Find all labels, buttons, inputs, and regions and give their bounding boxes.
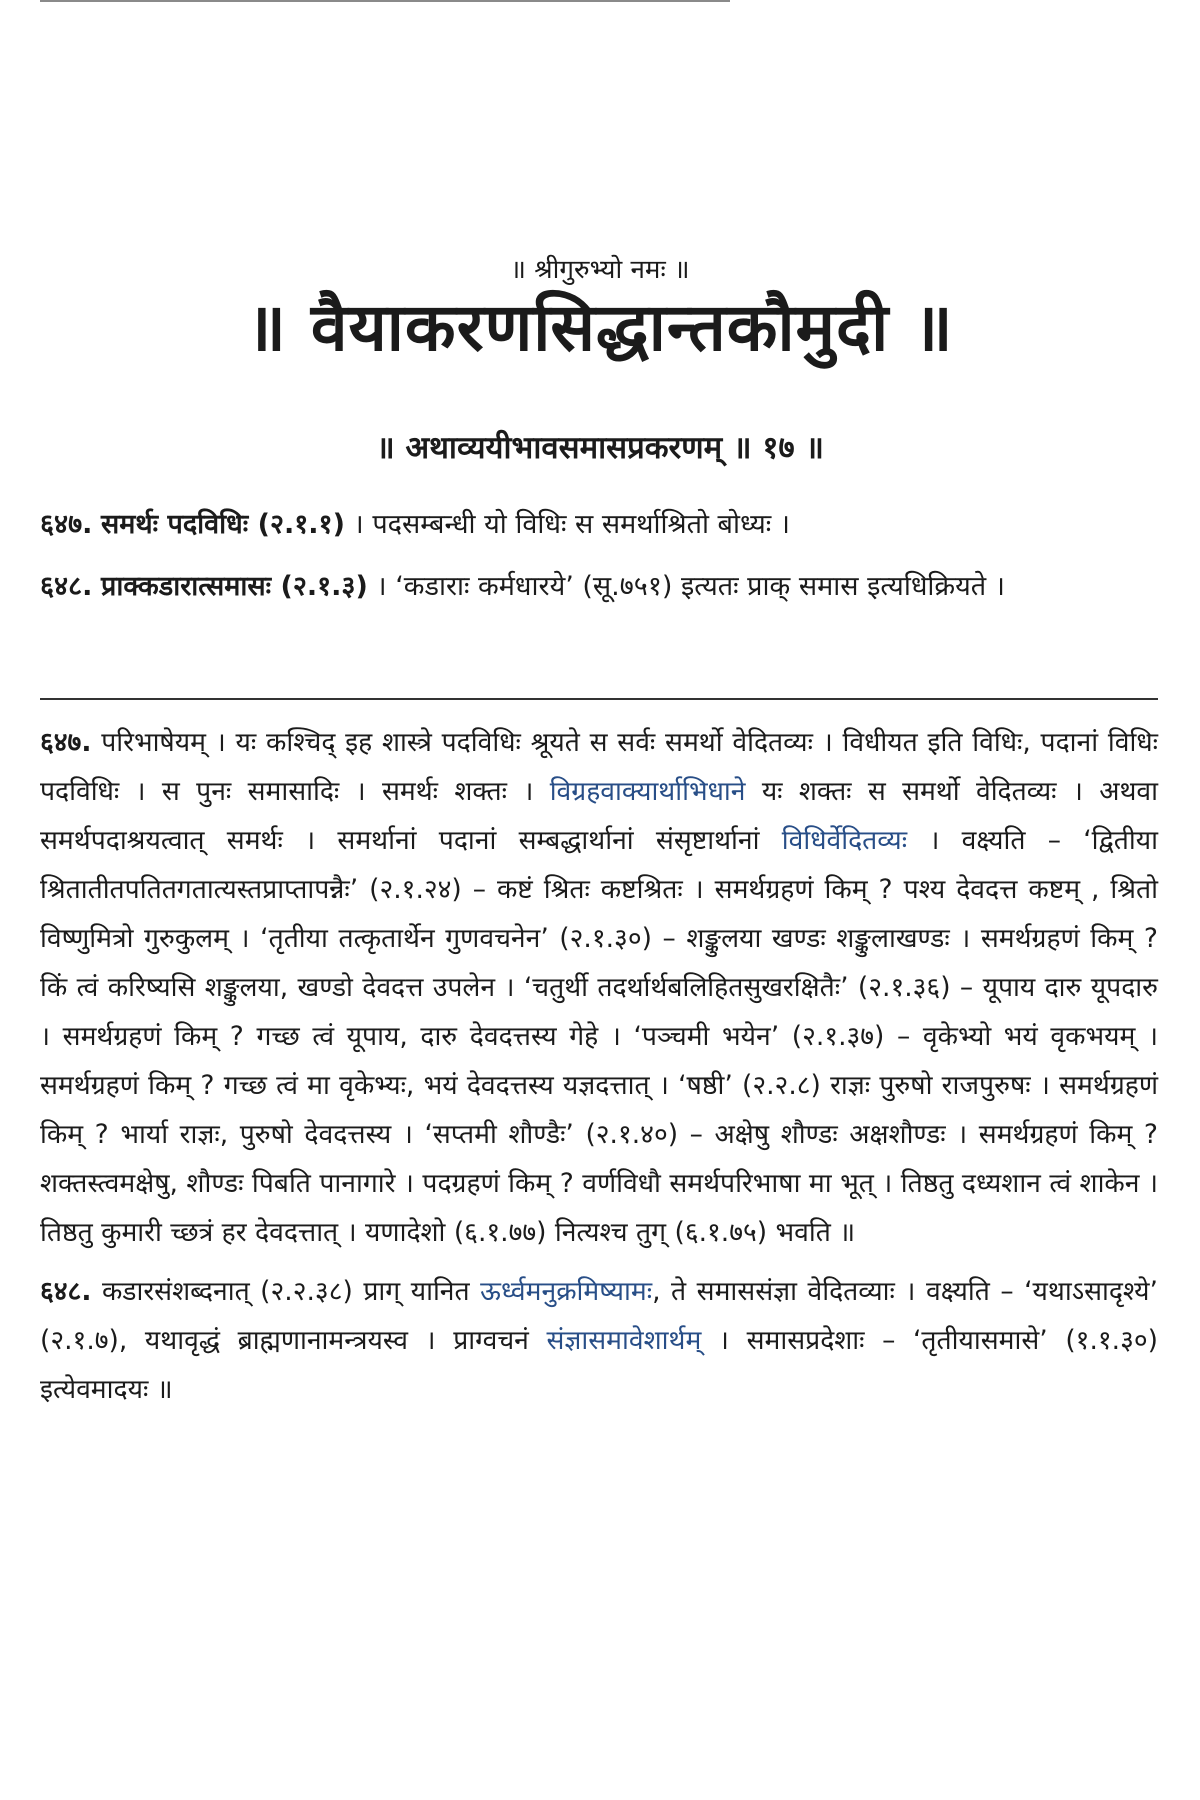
- sutra-gloss: । ‘कडाराः कर्मधारये’ (सू.७५१) इत्यतः प्राक् समास इत्यधिक्रियते ।: [376, 571, 1006, 602]
- sutra-block: [40, 498, 1158, 622]
- highlighted-text: विग्रहवाक्यार्थाभिधाने: [549, 776, 746, 807]
- commentary-text: कडारसंशब्दनात् (२.२.३८) प्राग् यानित: [101, 1276, 470, 1307]
- sutra-title: प्राक्कडारात्समासः (२.१.३): [100, 571, 368, 602]
- commentary-647: [40, 718, 1158, 1257]
- sutra-title: समर्थः पदविधिः (२.१.१): [100, 509, 345, 540]
- sutra-gloss: । पदसम्बन्धी यो विधिः स समर्थाश्रितो बोध्यः ।: [353, 509, 791, 540]
- commentary-648: [40, 1267, 1158, 1414]
- sutra-648: [40, 560, 1158, 613]
- section-divider: [40, 698, 1158, 700]
- page-title: ॥ वैयाकरणसिद्धान्तकौमुदी ॥: [246, 289, 954, 366]
- commentary-text: , ते समाससंज्ञा वेदितव्याः । वक्ष्यति – ‘यथाऽसादृश्ये’ (२.१.७), यथावृद्धं ब्राह्मणानामन्त्रयस्व । प्राग्वचनं: [40, 1276, 1158, 1356]
- sutra-647: [40, 498, 1158, 551]
- commentary-text: । समासप्रदेशाः – ‘तृतीयासमासे’ (१.१.३०) इत्येवमादयः ॥: [40, 1325, 1158, 1405]
- highlighted-text: विधिर्वेदितव्यः: [781, 825, 908, 856]
- commentary-number: ६४८.: [40, 1276, 92, 1307]
- highlighted-text: संज्ञासमावेशार्थम्: [546, 1325, 702, 1356]
- commentary-block: [40, 718, 1158, 1424]
- commentary-text: यः शक्तः स समर्थो वेदितव्यः । अथवा समर्थपदाश्रयत्वात् समर्थः । समर्थानां पदानां सम्बद्धार्थानां संसृष्टार्थानां: [40, 776, 1158, 856]
- top-rule: [40, 0, 730, 2]
- commentary-number: ६४७.: [40, 727, 92, 758]
- highlighted-text: ऊर्ध्वमनुक्रमिष्यामः: [480, 1276, 653, 1307]
- invocation: ॥ श्रीगुरुभ्यो नमः ॥: [510, 255, 690, 285]
- sutra-number: ६४७.: [40, 509, 93, 540]
- sutra-number: ६४८.: [40, 571, 93, 602]
- commentary-text: परिभाषेयम् । यः कश्चिद् इह शास्त्रे पदविधिः श्रूयते स सर्वः समर्थो वेदितव्यः । विधीयत इति विधिः, पदानां विधिः पदविधिः । स पुनः समासादिः । समर्थः शक्तः ।: [40, 727, 1158, 807]
- chapter-heading: ॥ अथाव्ययीभावसमासप्रकरणम् ॥ १७ ॥: [376, 430, 824, 466]
- commentary-text: । वक्ष्यति – ‘द्वितीया श्रितातीतपतितगतात्यस्तप्राप्तापन्नैः’ (२.१.२४) – कष्टं श्रितः कष्टश्रितः । समर्थग्रहणं किम् ? पश्य देवदत्त कष्टम् , श्रितो विष्णुमित्रो गुरुकुलम् । ‘तृतीया तत्कृतार्थेन गुणवचनेन’ (२.१.३०) – शङ्कुलया खण्डः शङ्कुलाखण्डः । समर्थग्रहणं किम् ? किं त्वं करिष्यसि शङ्कुलया, खण्डो देवदत्त उपलेन । ‘चतुर्थी तदर्थार्थबलिहितसुखरक्षितैः’ (२.१.३६) – यूपाय दारु यूपदारु । समर्थग्रहणं किम् ? गच्छ त्वं यूपाय, दारु देवदत्तस्य गेहे । ‘पञ्चमी भयेन’ (२.१.३७) – वृकेभ्यो भयं वृकभयम् । समर्थग्रहणं किम् ? गच्छ त्वं मा वृकेभ्यः, भयं देवदत्तस्य यज्ञदत्तात् । ‘षष्ठी’ (२.२.८) राज्ञः पुरुषो राजपुरुषः । समर्थग्रहणं किम् ? भार्या राज्ञः, पुरुषो देवदत्तस्य । ‘सप्तमी शौण्डैः’ (२.१.४०) – अक्षेषु शौण्डः अक्षशौण्डः । समर्थग्रहणं किम् ? शक्तस्त्वमक्षेषु, शौण्डः पिबति पानागारे । पदग्रहणं किम् ? वर्णविधौ समर्थपरिभाषा मा भूत् । तिष्ठतु दध्यशान त्वं शाकेन । तिष्ठतु कुमारी च्छत्रं हर देवदत्तात् । यणादेशो (६.१.७७) नित्यश्च तुग् (६.१.७५) भवति ॥: [40, 825, 1158, 1248]
